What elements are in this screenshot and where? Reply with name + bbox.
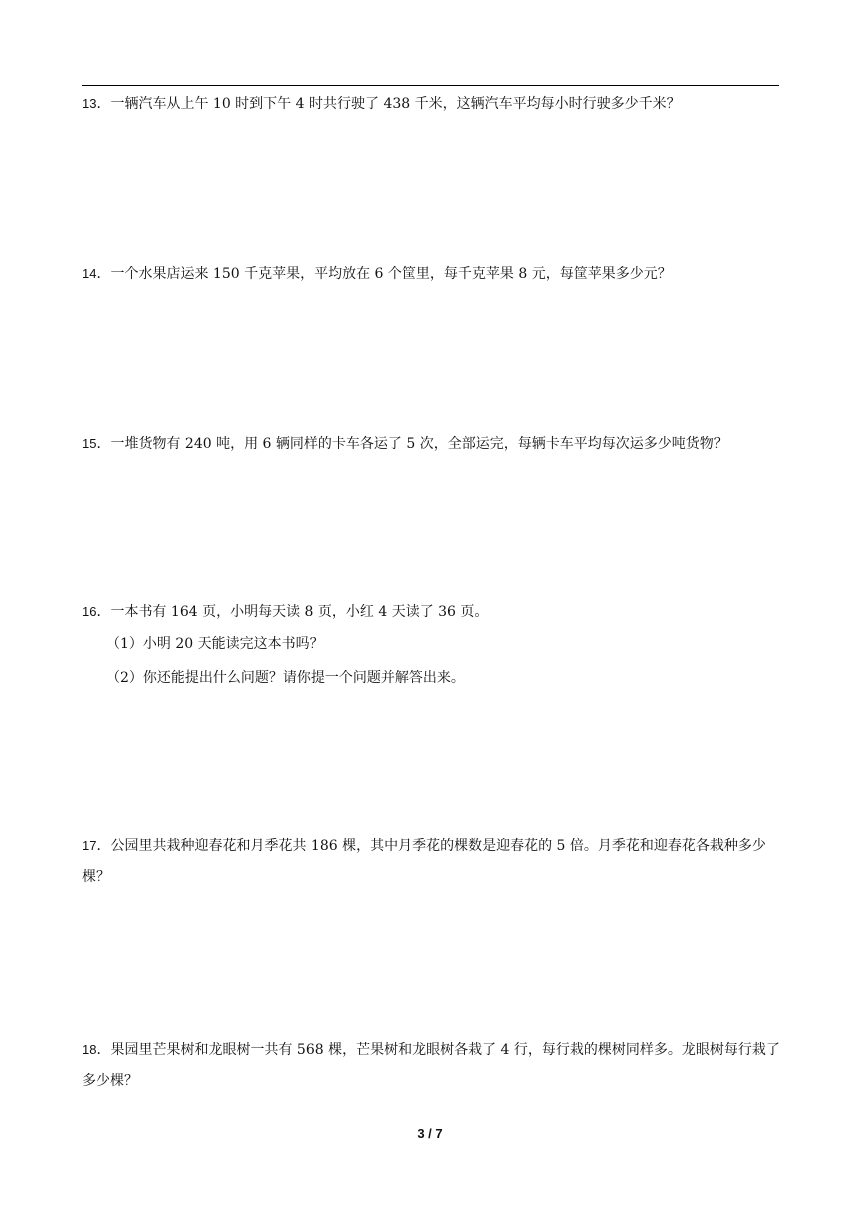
question-text: ．果园里芒果树和龙眼树一共有 568 棵，芒果树和龙眼树各栽了 4 行，每行栽的棵树同样多。龙眼树每行栽了多少棵？ (82, 1042, 780, 1089)
question-number: 17 (82, 838, 97, 853)
question-number: 16 (82, 604, 97, 619)
question-text: ．公园里共栽种迎春花和月季花共 186 棵，其中月季花的棵数是迎春花的 5 倍。月季花和迎春花各栽种多少棵？ (82, 838, 766, 885)
question-number: 18 (82, 1042, 97, 1057)
question-text: ．一本书有 164 页，小明每天读 8 页，小红 4 天读了 36 页。 (96, 604, 489, 620)
question-text: ．一堆货物有 240 吨，用 6 辆同样的卡车各运了 5 次，全部运完，每辆卡车平均每次运多少吨货物？ (96, 436, 728, 452)
question-16 (82, 596, 782, 628)
question-number: 13 (82, 96, 97, 111)
header-rule (82, 85, 779, 86)
question-text: ．一辆汽车从上午 10 时到下午 4 时共行驶了 438 千米，这辆汽车平均每小时行驶多少千米？ (96, 96, 681, 112)
sub-question-1: （1）小明 20 天能读完这本书吗？ (106, 636, 324, 652)
question-text: ．一个水果店运来 150 千克苹果，平均放在 6 个筐里，每千克苹果 8 元，每筐苹果多少元？ (96, 266, 672, 282)
page-number: 3 / 7 (417, 1126, 443, 1141)
question-14 (82, 258, 782, 290)
sub-question-2: （2）你还能提出什么问题？请你提一个问题并解答出来。 (106, 670, 465, 686)
question-number: 15 (82, 436, 97, 451)
question-18 (82, 1034, 782, 1097)
question-15 (82, 428, 782, 460)
question-17 (82, 830, 782, 893)
question-number: 14 (82, 266, 97, 281)
question-13 (82, 88, 782, 120)
